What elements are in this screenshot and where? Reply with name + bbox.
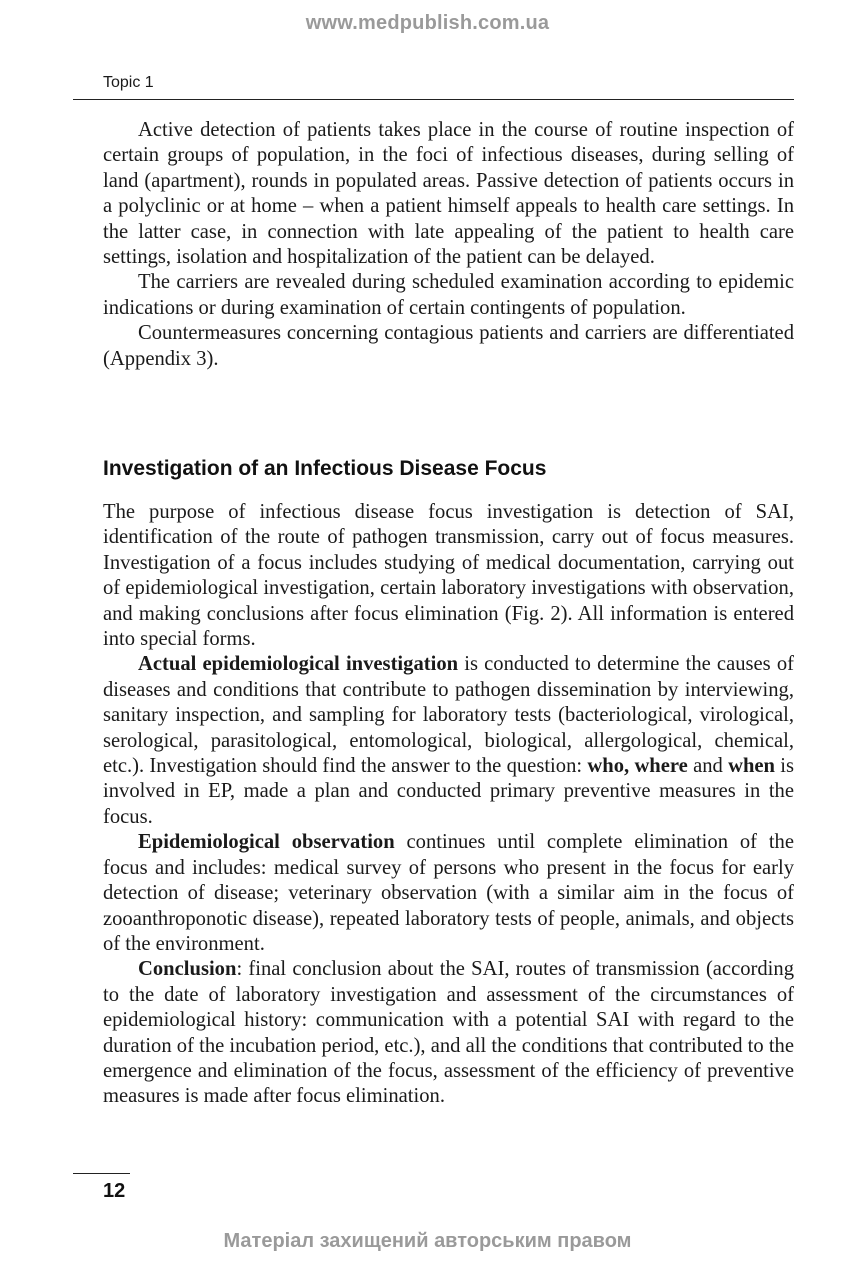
paragraph-epidemiological-observation	[103, 830, 794, 957]
text-segment: and	[687, 755, 729, 778]
term-who: who,	[587, 755, 630, 778]
running-head: Topic 1	[103, 74, 154, 91]
section-text-block	[103, 500, 794, 1110]
page-number: 12	[103, 1180, 126, 1202]
term-when: when	[728, 755, 776, 778]
site-url: www.medpublish.com.ua	[305, 12, 550, 34]
header-divider	[73, 99, 794, 100]
paragraph-conclusion	[103, 957, 794, 1109]
term-where: where	[634, 755, 688, 778]
paragraph-countermeasures: Countermeasures concerning contagious patients and carriers are differentiated (Appendix 3).	[103, 322, 794, 370]
intro-text-block	[103, 118, 794, 372]
term-epidemiological-observation: Epidemiological observation	[138, 831, 395, 854]
term-conclusion: Conclusion	[138, 958, 237, 981]
term-actual-investigation: Actual epidemiological investigation	[138, 653, 459, 676]
paragraph-active-detection: Active detection of patients takes place in the course of routine inspection of certain groups of population, in the foci of infectious diseases, during selling of land (apartment), rounds in populated areas. Passive detection of patients occurs in a polyclinic or at home – when a patient himself appeals to health care settings. In the latter case, in connection with late appealing of the patient to health care settings, isolation and hospitalization of the patient can be delayed.	[103, 119, 794, 269]
copyright-notice: Матеріал захищений авторським правом	[223, 1230, 632, 1252]
text-segment: is involved in EP, made a plan and conducted primary preventive measures in the focus.	[103, 755, 795, 828]
text-segment: continues until complete elimination of the focus and includes: medical survey of persons who present in the focus for early detection of disease; veterinary observation (with a similar aim in the focus of zooanthroponotic disease), repeated laboratory tests of people, animals, and objects of the environment.	[103, 831, 794, 955]
footer-divider	[73, 1173, 130, 1174]
text-segment: : final conclusion about the SAI, routes of transmission (according to the date of laboratory investigation and assessment of the circumstances of epidemiological history: communication with a potential SAI with regard to the duration of the incubation period, etc.), and all the conditions that contributed to the emergence and elimination of the focus, assessment of the efficiency of preventive measures is made after focus elimination.	[103, 958, 794, 1108]
section-heading: Investigation of an Infectious Disease Focus	[103, 457, 547, 480]
text-segment: is conducted to determine the causes of diseases and conditions that contribute to pathogen dissemination by interviewing, sanitary inspection, and sampling for laboratory tests (bacteriological, virological, serological, parasitological, entomological, biological, allergological, chemical, etc.). Investigation should find the answer to the question:	[103, 653, 794, 778]
paragraph-purpose: The purpose of infectious disease focus investigation is detection of SAI, identification of the route of pathogen transmission, carry out of focus measures. Investigation of a focus includes studying of medical documentation, carrying out of epidemiological investigation, certain laboratory investigations with observation, and making conclusions after focus elimination (Fig. 2). All information is entered into special forms.	[103, 501, 794, 651]
paragraph-epidemiological-investigation	[103, 652, 794, 830]
paragraph-carriers: The carriers are revealed during scheduled examination according to epidemic indications or during examination of certain contingents of population.	[103, 271, 794, 319]
